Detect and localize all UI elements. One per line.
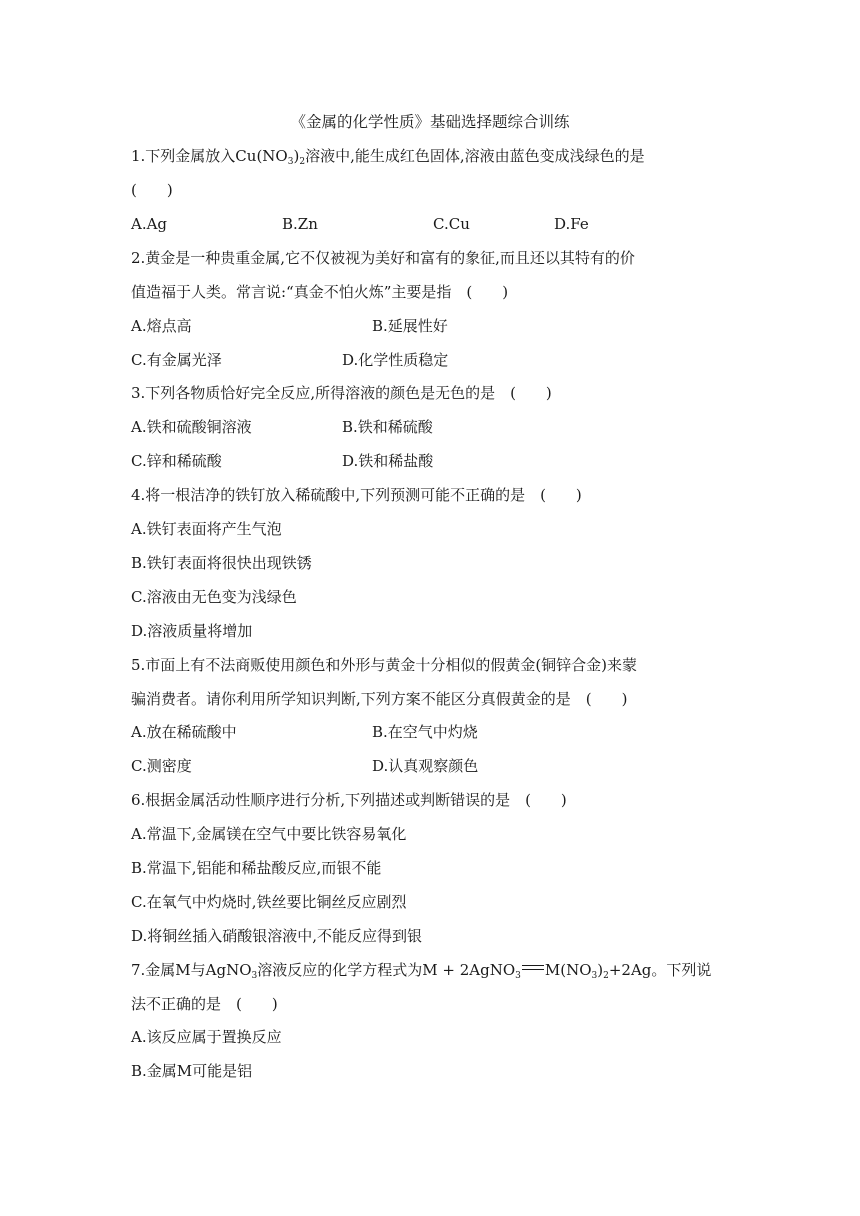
q1-option-c: C.Cu xyxy=(433,215,470,233)
q1-option-b: B.Zn xyxy=(282,215,318,233)
q7-sub-2: 3 xyxy=(515,971,521,981)
q2-option-b: B.延展性好 xyxy=(372,317,448,335)
q7-part-1: 7.金属M与AgNO xyxy=(131,961,252,979)
q2-option-a: A.熔点高 xyxy=(131,317,192,335)
q7-option-b: B.金属M可能是铝 xyxy=(131,1062,253,1080)
q7-part-4: ) xyxy=(597,961,604,979)
question-5-line-2: 骗消费者。请你利用所学知识判断,下列方案不能区分真假黄金的是 ( ) xyxy=(131,690,628,708)
question-5-line-1: 5.市面上有不法商贩使用颜色和外形与黄金十分相似的假黄金(铜锌合金)来蒙 xyxy=(131,656,638,674)
page-title: 《金属的化学性质》基础选择题综合训练 xyxy=(290,113,570,131)
q1-stem-a: 1.下列金属放入Cu(NO xyxy=(131,147,288,165)
q2-option-d: D.化学性质稳定 xyxy=(342,351,449,369)
q5-option-d: D.认真观察颜色 xyxy=(372,757,479,775)
question-2-line-1: 2.黄金是一种贵重金属,它不仅被视为美好和富有的象征,而且还以其特有的价 xyxy=(131,249,635,267)
question-3-line-1: 3.下列各物质恰好完全反应,所得溶液的颜色是无色的是 ( ) xyxy=(131,384,552,402)
q4-option-d: D.溶液质量将增加 xyxy=(131,622,253,640)
q1-option-d: D.Fe xyxy=(554,215,589,233)
question-4-line-1: 4.将一根洁净的铁钉放入稀硫酸中,下列预测可能不正确的是 ( ) xyxy=(131,486,582,504)
q6-option-c: C.在氧气中灼烧时,铁丝要比铜丝反应剧烈 xyxy=(131,893,407,911)
q2-option-c: C.有金属光泽 xyxy=(131,351,222,369)
question-6-line-1: 6.根据金属活动性顺序进行分析,下列描述或判断错误的是 ( ) xyxy=(131,791,567,809)
q7-part-3: M(NO xyxy=(544,961,592,979)
q1-stem-b: ) xyxy=(293,147,300,165)
question-7-line-1 xyxy=(131,960,711,980)
q5-option-b: B.在空气中灼烧 xyxy=(372,723,478,741)
q4-option-b: B.铁钉表面将很快出现铁锈 xyxy=(131,554,312,572)
q1-option-a: A.Ag xyxy=(131,215,168,233)
q1-sub-1: 3 xyxy=(287,157,294,167)
q4-option-c: C.溶液由无色变为浅绿色 xyxy=(131,588,297,606)
q7-part-2: 溶液反应的化学方程式为M + 2AgNO xyxy=(257,961,516,979)
q3-option-b: B.铁和稀硫酸 xyxy=(342,418,433,436)
q7-part-5: +2Ag。下列说 xyxy=(608,961,712,979)
q7-sub-4: 2 xyxy=(603,971,609,981)
q3-option-a: A.铁和硫酸铜溶液 xyxy=(131,418,252,436)
q5-option-c: C.测密度 xyxy=(131,757,192,775)
q6-option-a: A.常温下,金属镁在空气中要比铁容易氧化 xyxy=(131,825,407,843)
q3-option-d: D.铁和稀盐酸 xyxy=(342,452,434,470)
q5-option-a: A.放在稀硫酸中 xyxy=(131,723,237,741)
q7-sub-3: 3 xyxy=(591,971,598,981)
question-2-line-2: 值造福于人类。常言说:“真金不怕火炼”主要是指 ( ) xyxy=(131,283,509,301)
q1-sub-2: 2 xyxy=(299,157,306,167)
q3-option-c: C.锌和稀硫酸 xyxy=(131,452,222,470)
equation-equals-sign xyxy=(522,963,544,973)
q1-stem-c: 溶液中,能生成红色固体,溶液由蓝色变成浅绿色的是 xyxy=(305,147,645,165)
q4-option-a: A.铁钉表面将产生气泡 xyxy=(131,520,282,538)
question-1-paren: ( ) xyxy=(131,181,173,199)
question-1-stem xyxy=(131,146,645,166)
question-7-line-2: 法不正确的是 ( ) xyxy=(131,995,278,1013)
q6-option-b: B.常温下,铝能和稀盐酸反应,而银不能 xyxy=(131,859,382,877)
q7-sub-1: 3 xyxy=(251,971,258,981)
q6-option-d: D.将铜丝插入硝酸银溶液中,不能反应得到银 xyxy=(131,927,423,945)
q7-option-a: A.该反应属于置换反应 xyxy=(131,1028,282,1046)
